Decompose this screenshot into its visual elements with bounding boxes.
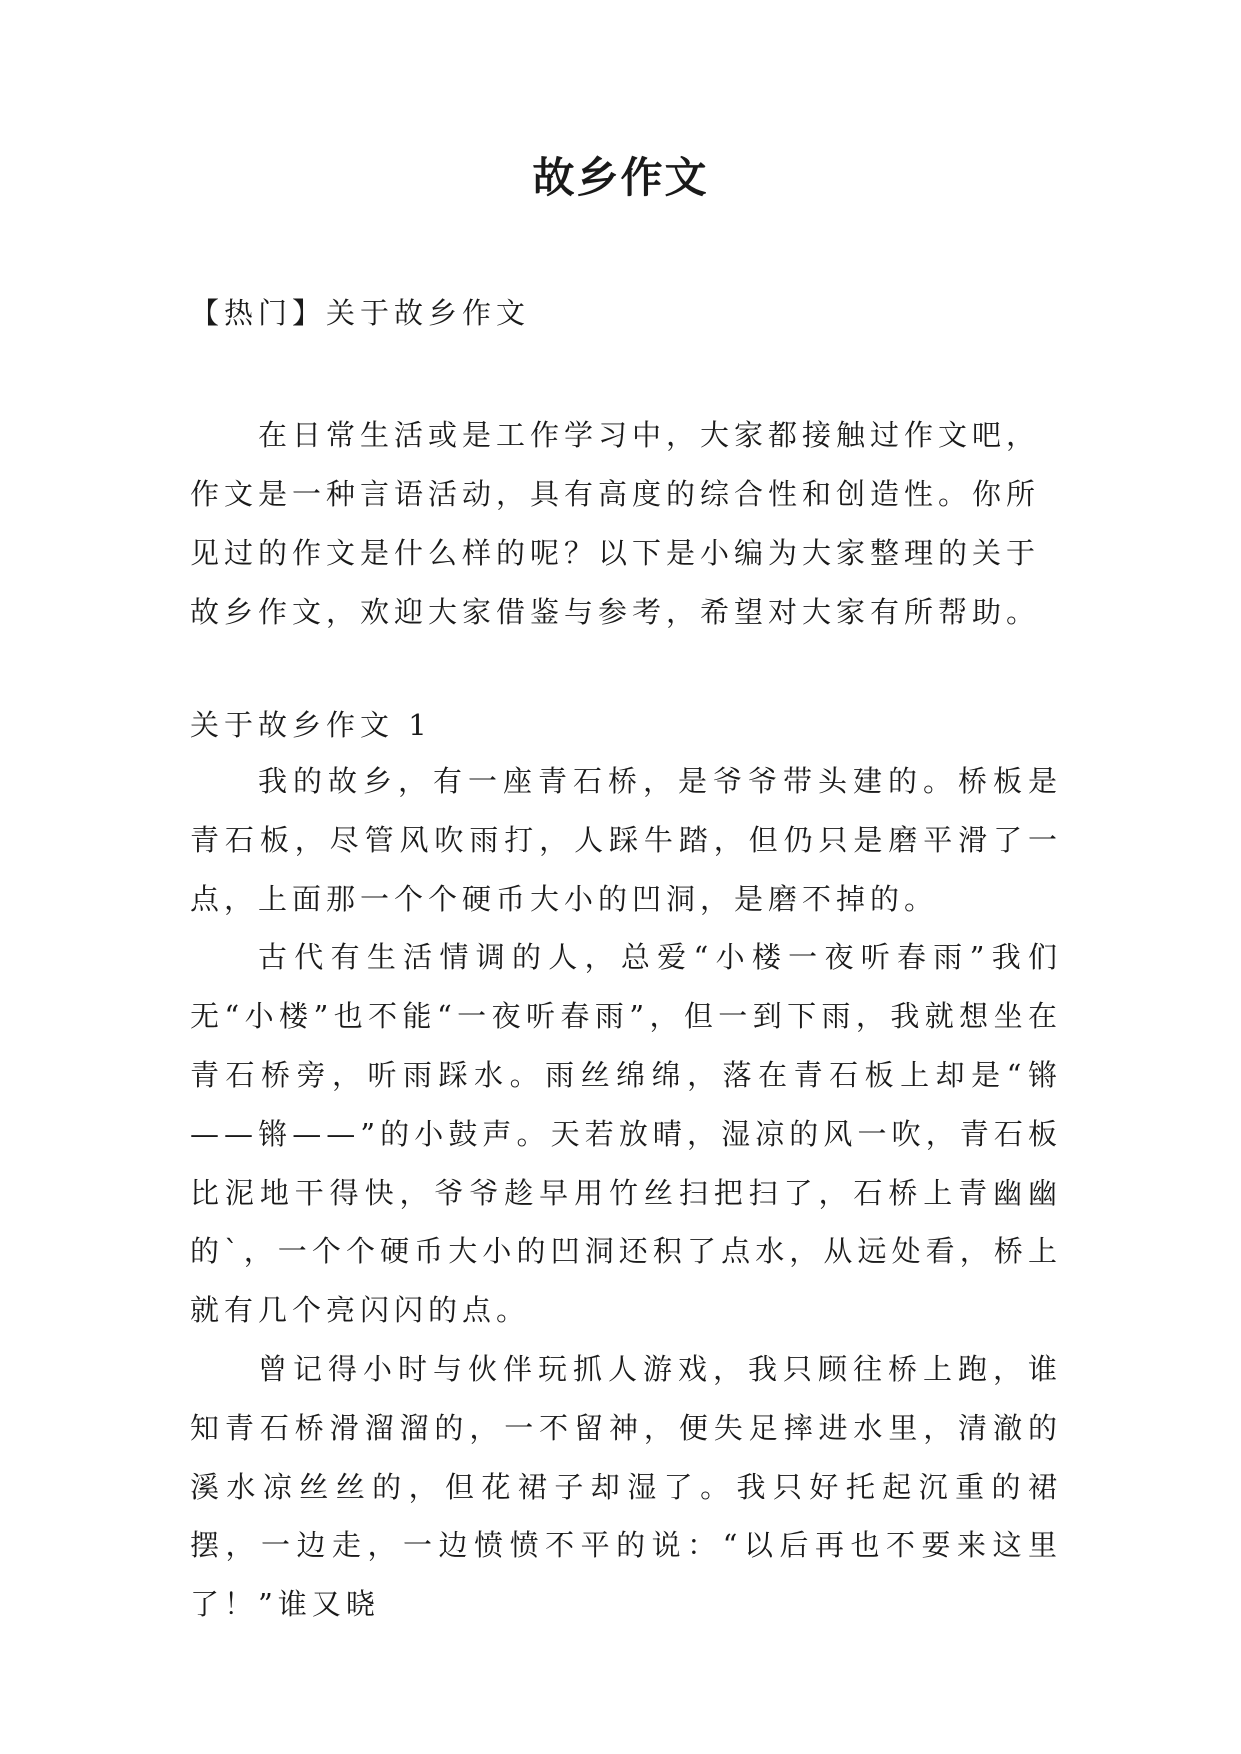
essay-body [190, 752, 1062, 1634]
essay-paragraph: 古代有生活情调的人，总爱“小楼一夜听春雨”我们无“小楼”也不能“一夜听春雨”，但一到下雨，我就想坐在青石桥旁，听雨踩水。雨丝绵绵，落在青石板上却是“锵——锵——”的小鼓声。天若放晴，湿凉的风一吹，青石板比泥地干得快，爷爷趁早用竹丝扫把扫了，石桥上青幽幽的`，一个个硬币大小的凹洞还积了点水，从远处看，桥上就有几个亮闪闪的点。 [190, 940, 1062, 1328]
document-subtitle: 【热门】关于故乡作文 [190, 296, 531, 330]
essay-paragraph: 我的故乡，有一座青石桥，是爷爷带头建的。桥板是青石板，尽管风吹雨打，人踩牛踏，但仍只是磨平滑了一点，上面那一个个硬币大小的凹洞，是磨不掉的。 [190, 764, 1062, 916]
intro-paragraph: 在日常生活或是工作学习中，大家都接触过作文吧，作文是一种言语活动，具有高度的综合性和创造性。你所见过的作文是什么样的呢？以下是小编为大家整理的关于故乡作文，欢迎大家借鉴与参考，希望对大家有所帮助。 [190, 418, 1041, 629]
section-heading: 关于故乡作文 1 [190, 708, 432, 742]
essay-paragraph: 曾记得小时与伙伴玩抓人游戏，我只顾往桥上跑，谁知青石桥滑溜溜的，一不留神，便失足摔进水里，清澈的溪水凉丝丝的，但花裙子却湿了。我只好托起沉重的裙摆，一边走，一边愤愤不平的说：“以后再也不要来这里了！”谁又晓 [190, 1351, 1062, 1622]
document-title: 故乡作文 [532, 153, 709, 202]
